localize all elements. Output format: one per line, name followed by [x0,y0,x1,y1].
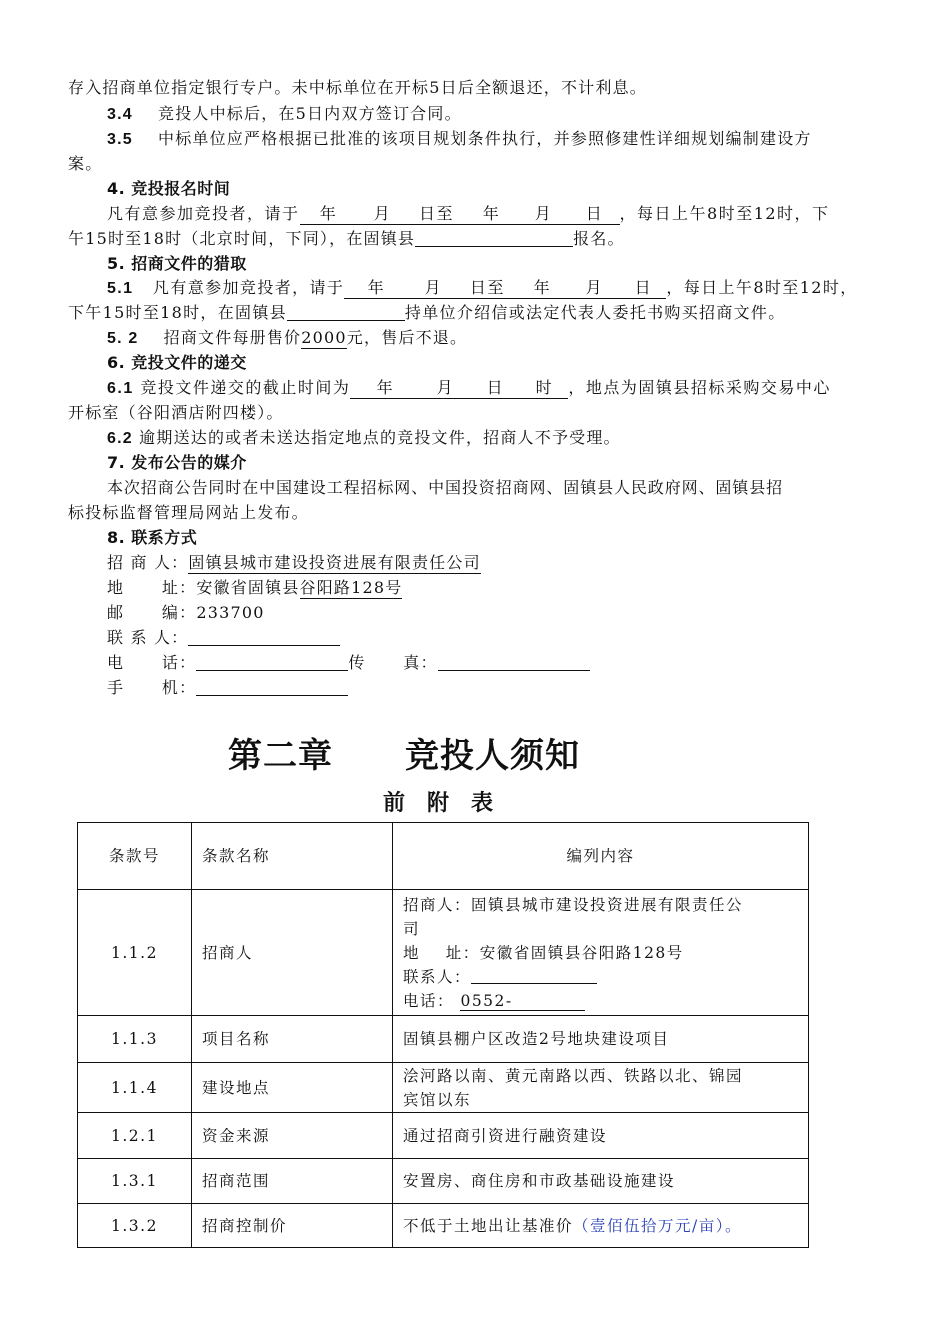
location-blank [415,228,573,247]
year-label: 年 [482,204,501,223]
text: 午15时至18时（北京时间，下同），在固镇县 [68,229,416,248]
label: 电 话： [107,653,197,672]
table-row [78,890,809,1016]
clause-name: 项目名称 [192,1016,393,1063]
content-line: 地 址：安徽省固镇县谷阳路128号 [403,943,684,962]
paragraph-7-a: 本次招商公告同时在中国建设工程招标网、中国投资招商网、固镇县人民政府网、固镇县招 [107,478,784,497]
mobile-blank [196,677,348,696]
header-clause-name: 条款名称 [192,823,393,890]
label: 电话： [403,991,455,1010]
clause-no: 1.2.1 [78,1113,192,1159]
clause-number: 5.1 [107,280,134,297]
paragraph-3-4 [107,102,462,127]
section-8-heading: 8. 联系方式 [107,528,198,547]
content-line: 宾馆以东 [403,1090,472,1109]
contact-mobile [107,676,348,700]
text: 凡有意参加竞投者，请于 [107,204,300,223]
paragraph-3-5 [107,127,812,152]
text: ，每日上午8时至12时，下 [619,204,830,223]
chapter-heading [228,728,580,777]
text: 报名。 [573,229,625,248]
paragraph-6-1 [107,376,831,401]
month-label: 月 [534,204,553,223]
text: 下午15时至18时，在固镇县 [68,303,287,322]
text: 元，售后不退。 [346,328,468,347]
paragraph-6-1-cont: 开标室（谷阳酒店附四楼）。 [68,403,284,422]
header-content: 编列内容 [393,823,809,890]
paragraph-5-1-cont [68,301,786,325]
content-line: 浍河路以南、黄元南路以西、铁路以北、锦园 [403,1066,744,1085]
clause-number: 6.2 [107,430,133,447]
table-row [78,1016,809,1063]
paragraph-6-2 [107,426,621,451]
year-label: 年 [376,378,395,397]
clause-name: 招商范围 [192,1159,393,1204]
clause-text: 中标单位应严格根据已批准的该项目规划条件执行，并参照修建性详细规划编制建设方 [158,129,812,148]
clause-name: 招商人 [192,890,393,1016]
label: 邮 编： [107,603,197,622]
contact-inviter [107,551,481,575]
paragraph-5-2 [107,326,467,351]
paragraph-deposit: 存入招商单位指定银行专户。未中标单位在开标5日后全额退还，不计利息。 [68,78,647,97]
header-clause-no: 条款号 [78,823,192,890]
clause-number: 3.4 [107,106,133,123]
day-label: 日 [486,378,505,397]
clause-no: 1.3.2 [78,1204,192,1248]
year-label: 年 [533,278,552,297]
front-appendix-table [77,822,809,1248]
day-label: 日 [634,278,653,297]
label: 招 商 人： [107,553,189,572]
section-4-heading: 4. 竞投报名时间 [107,179,231,198]
table-row [78,1063,809,1113]
text: ，每日上午8时至12时， [666,278,858,297]
clause-no: 1.3.1 [78,1159,192,1204]
person-blank [188,627,340,646]
clause-number: 6.1 [107,380,134,397]
clause-number: 5. 2 [107,330,139,347]
clause-content: 安置房、商住房和市政基础设施建设 [393,1159,809,1204]
contact-person [107,626,340,650]
label: 传 真： [348,653,438,672]
month-label: 月 [424,278,443,297]
day-label: 日至 [469,278,505,297]
section-7-heading: 7. 发布公告的媒介 [107,453,247,472]
text: 竞投文件递交的截止时间为 [140,378,351,397]
contact-address [107,576,402,600]
month-label: 月 [436,378,455,397]
label: 联 系 人： [107,628,189,647]
month-label: 月 [585,278,604,297]
paragraph-5-1 [107,276,858,301]
phone-blank [196,652,348,671]
paragraph-3-5-cont: 案。 [68,154,103,173]
table-row [78,1204,809,1248]
clause-content: 通过招商引资进行融资建设 [393,1113,809,1159]
text: 持单位介绍信或法定代表人委托书购买招商文件。 [404,303,786,322]
chapter-number: 第二章 [228,736,333,776]
clause-content [393,890,809,1016]
clause-no: 1.1.4 [78,1063,192,1113]
text: ，地点为固镇县招标采购交易中心 [568,378,831,397]
clause-name: 招商控制价 [192,1204,393,1248]
date-blank [344,278,666,299]
label: 手 机： [107,678,197,697]
clause-name: 建设地点 [192,1063,393,1113]
table-title: 前附表 [383,790,516,816]
clause-content [393,1063,809,1113]
postcode-value: 233700 [196,603,265,622]
contact-phone-fax [107,651,590,675]
content-line [403,965,798,989]
clause-text: 竞投人中标后，在5日内双方签订合同。 [158,104,462,123]
date-blank [300,204,620,225]
table-row [78,1113,809,1159]
table-header-row [78,823,809,890]
month-label: 月 [373,204,392,223]
text: 凡有意参加竞投者，请于 [152,278,345,297]
content-text: 不低于土地出让基准价 [403,1216,574,1235]
section-5-heading: 5. 招商文件的猎取 [107,254,247,273]
label: 联系人： [403,967,472,986]
day-label: 日 [585,204,604,223]
inviter-value: 固镇县城市建设投资进展有限责任公司 [188,553,481,572]
clause-number: 3.5 [107,131,133,148]
price-value: 2000 [301,328,347,347]
text: 逾期送达的或者未送达指定地点的竞投文件，招商人不予受理。 [139,428,621,447]
day-label: 日至 [419,204,455,223]
clause-no: 1.1.3 [78,1016,192,1063]
clause-no: 1.1.2 [78,890,192,1016]
fax-blank [438,652,590,671]
content-line [403,989,798,1013]
price-text: （壹佰伍拾万元/亩）。 [573,1216,742,1235]
content-line: 招商人：固镇县城市建设投资进展有限责任公 [403,895,744,914]
paragraph-4-a [107,202,830,226]
paragraph-4-b [68,227,625,251]
hour-label: 时 [535,378,554,397]
year-label: 年 [367,278,386,297]
clause-name: 资金来源 [192,1113,393,1159]
contact-blank [471,967,597,984]
deadline-blank [350,378,568,399]
label: 地 址： [107,578,197,597]
location-blank [287,302,405,321]
section-6-heading: 6. 竞投文件的递交 [107,353,247,372]
contact-postcode [107,601,265,625]
text: 招商文件每册售价 [163,328,302,347]
clause-content: 固镇县棚户区改造2号地块建设项目 [393,1016,809,1063]
year-label: 年 [319,204,338,223]
phone-value: 0552- [460,992,584,1011]
chapter-title: 竞投人须知 [405,736,580,776]
clause-content [393,1204,809,1248]
address-value: 安徽省固镇县 [196,578,300,597]
content-line: 司 [403,919,421,938]
address-road: 谷阳路128号 [299,578,403,597]
paragraph-7-b: 标投标监督管理局网站上发布。 [68,503,309,522]
table-row [78,1159,809,1204]
